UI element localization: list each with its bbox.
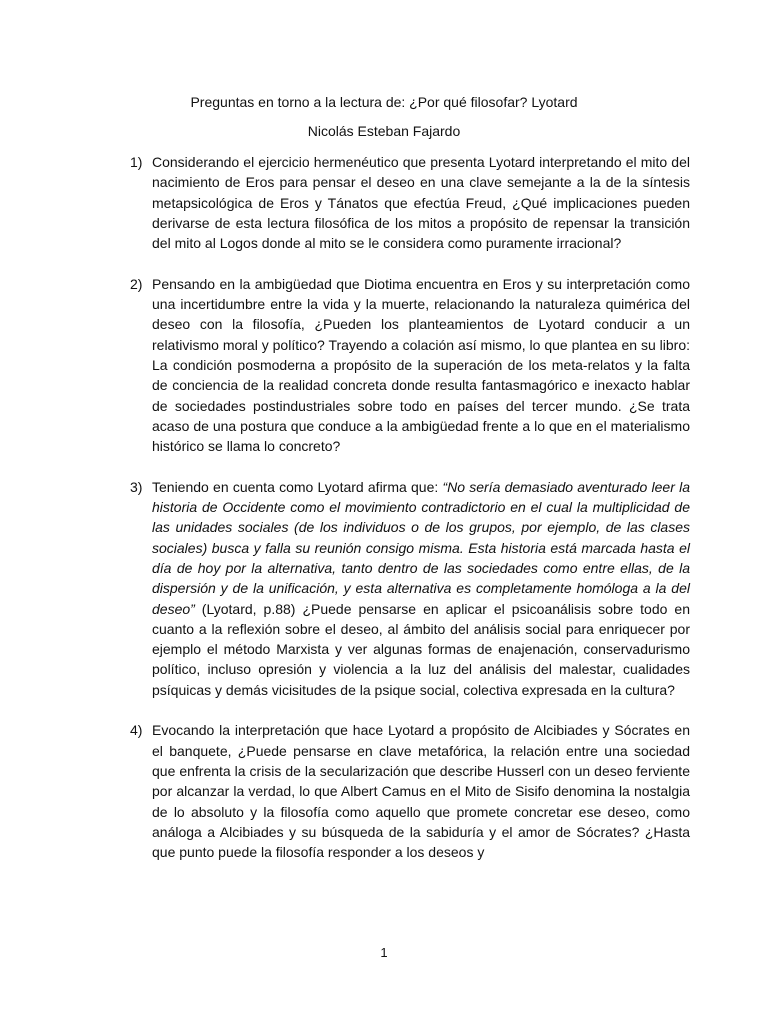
question-item-4 [130,720,690,862]
question-number: 4) [130,722,143,739]
question-number: 1) [130,154,143,170]
question-text-intro: Teniendo en cuenta como Lyotard afirma que: [152,478,443,495]
question-text: Evocando la interpretación que hace Lyotard a propósito de Alcibiades y Sócrates en el banquete, ¿Puede pensarse en clave metafórica, la relación entre una sociedad que enfrenta la crisis de la secularización que describe Husserl con un deseo ferviente por alcanzar la verdad, lo que Albert Camus en el Mito de Sisifo denomina la nostalgia de lo absoluto y la filosofía como aquello que promete concretar ese deseo, como análoga a Alcibiades y su búsqueda de la sabiduría y el amor de Sócrates? ¿Hasta que punto puede la filosofía responder a los deseos y [152,722,690,861]
document-title: Preguntas en torno a la lectura de: ¿Por qué filosofar? Lyotard [190,94,578,110]
question-text [152,477,690,700]
question-list [130,152,690,883]
lyotard-quote: “No sería demasiado aventurado leer la historia de Occidente como el movimiento contradictorio en el cual la multiplicidad de las unidades sociales (de los individuos o de los grupos, por ejemplo, de las clases sociales) busca y falla su reunión consigo misma. Esta historia está marcada hasta el día de hoy por la alternativa, tanto dentro de las sociedades como entre ellas, de la dispersión y de la unificación, y esta alternativa es completamente homóloga a la del deseo” [152,478,690,617]
question-number: 2) [130,275,143,292]
question-text-continuation: (Lyotard, p.88) ¿Puede pensarse en aplicar el psicoanálisis sobre todo en cuanto a la reflexión sobre el deseo, al ámbito del análisis social para enriquecer por ejemplo el método Marxista y ver algunas formas de enajenación, conservadurismo político, incluso opresión y violencia a la luz del análisis del malestar, cualidades psíquicas y demás vicisitudes de la psique social, colectiva expresada en la cultura? [152,600,690,698]
question-text: Considerando el ejercicio hermenéutico que presenta Lyotard interpretando el mito del nacimiento de Eros para pensar el deseo en una clave semejante a la de la síntesis metapsicológica de Eros y Tánatos que efectúa Freud, ¿Qué implicaciones pueden derivarse de esta lectura filosófica de los mitos a propósito de repensar la transición del mito al Logos donde al mito se le considera como puramente irracional? [152,154,690,252]
document-author: Nicolás Esteban Fajardo [307,123,461,139]
question-item-3 [130,477,690,700]
question-number: 3) [130,478,143,495]
question-item-2 [130,274,690,457]
question-text: Pensando en la ambigüedad que Diotima encuentra en Eros y su interpretación como una incertidumbre entre la vida y la muerte, relacionando la naturaleza quimérica del deseo con la filosofía, ¿Pueden los planteamientos de Lyotard conducir a un relativismo moral y político? Trayendo a colación así mismo, lo que plantea en su libro: La condición posmoderna a propósito de la superación de los meta-relatos y la falta de conciencia de la realidad concreta donde resulta fantasmagórico e inexacto hablar de sociedades postindustriales sobre todo en países del tercer mundo. ¿Se trata acaso de una postura que conduce a la ambigüedad frente a lo que en el materialismo histórico se llama lo concreto? [152,275,690,455]
question-item-1 [130,152,690,253]
page-number: 1 [380,945,388,960]
